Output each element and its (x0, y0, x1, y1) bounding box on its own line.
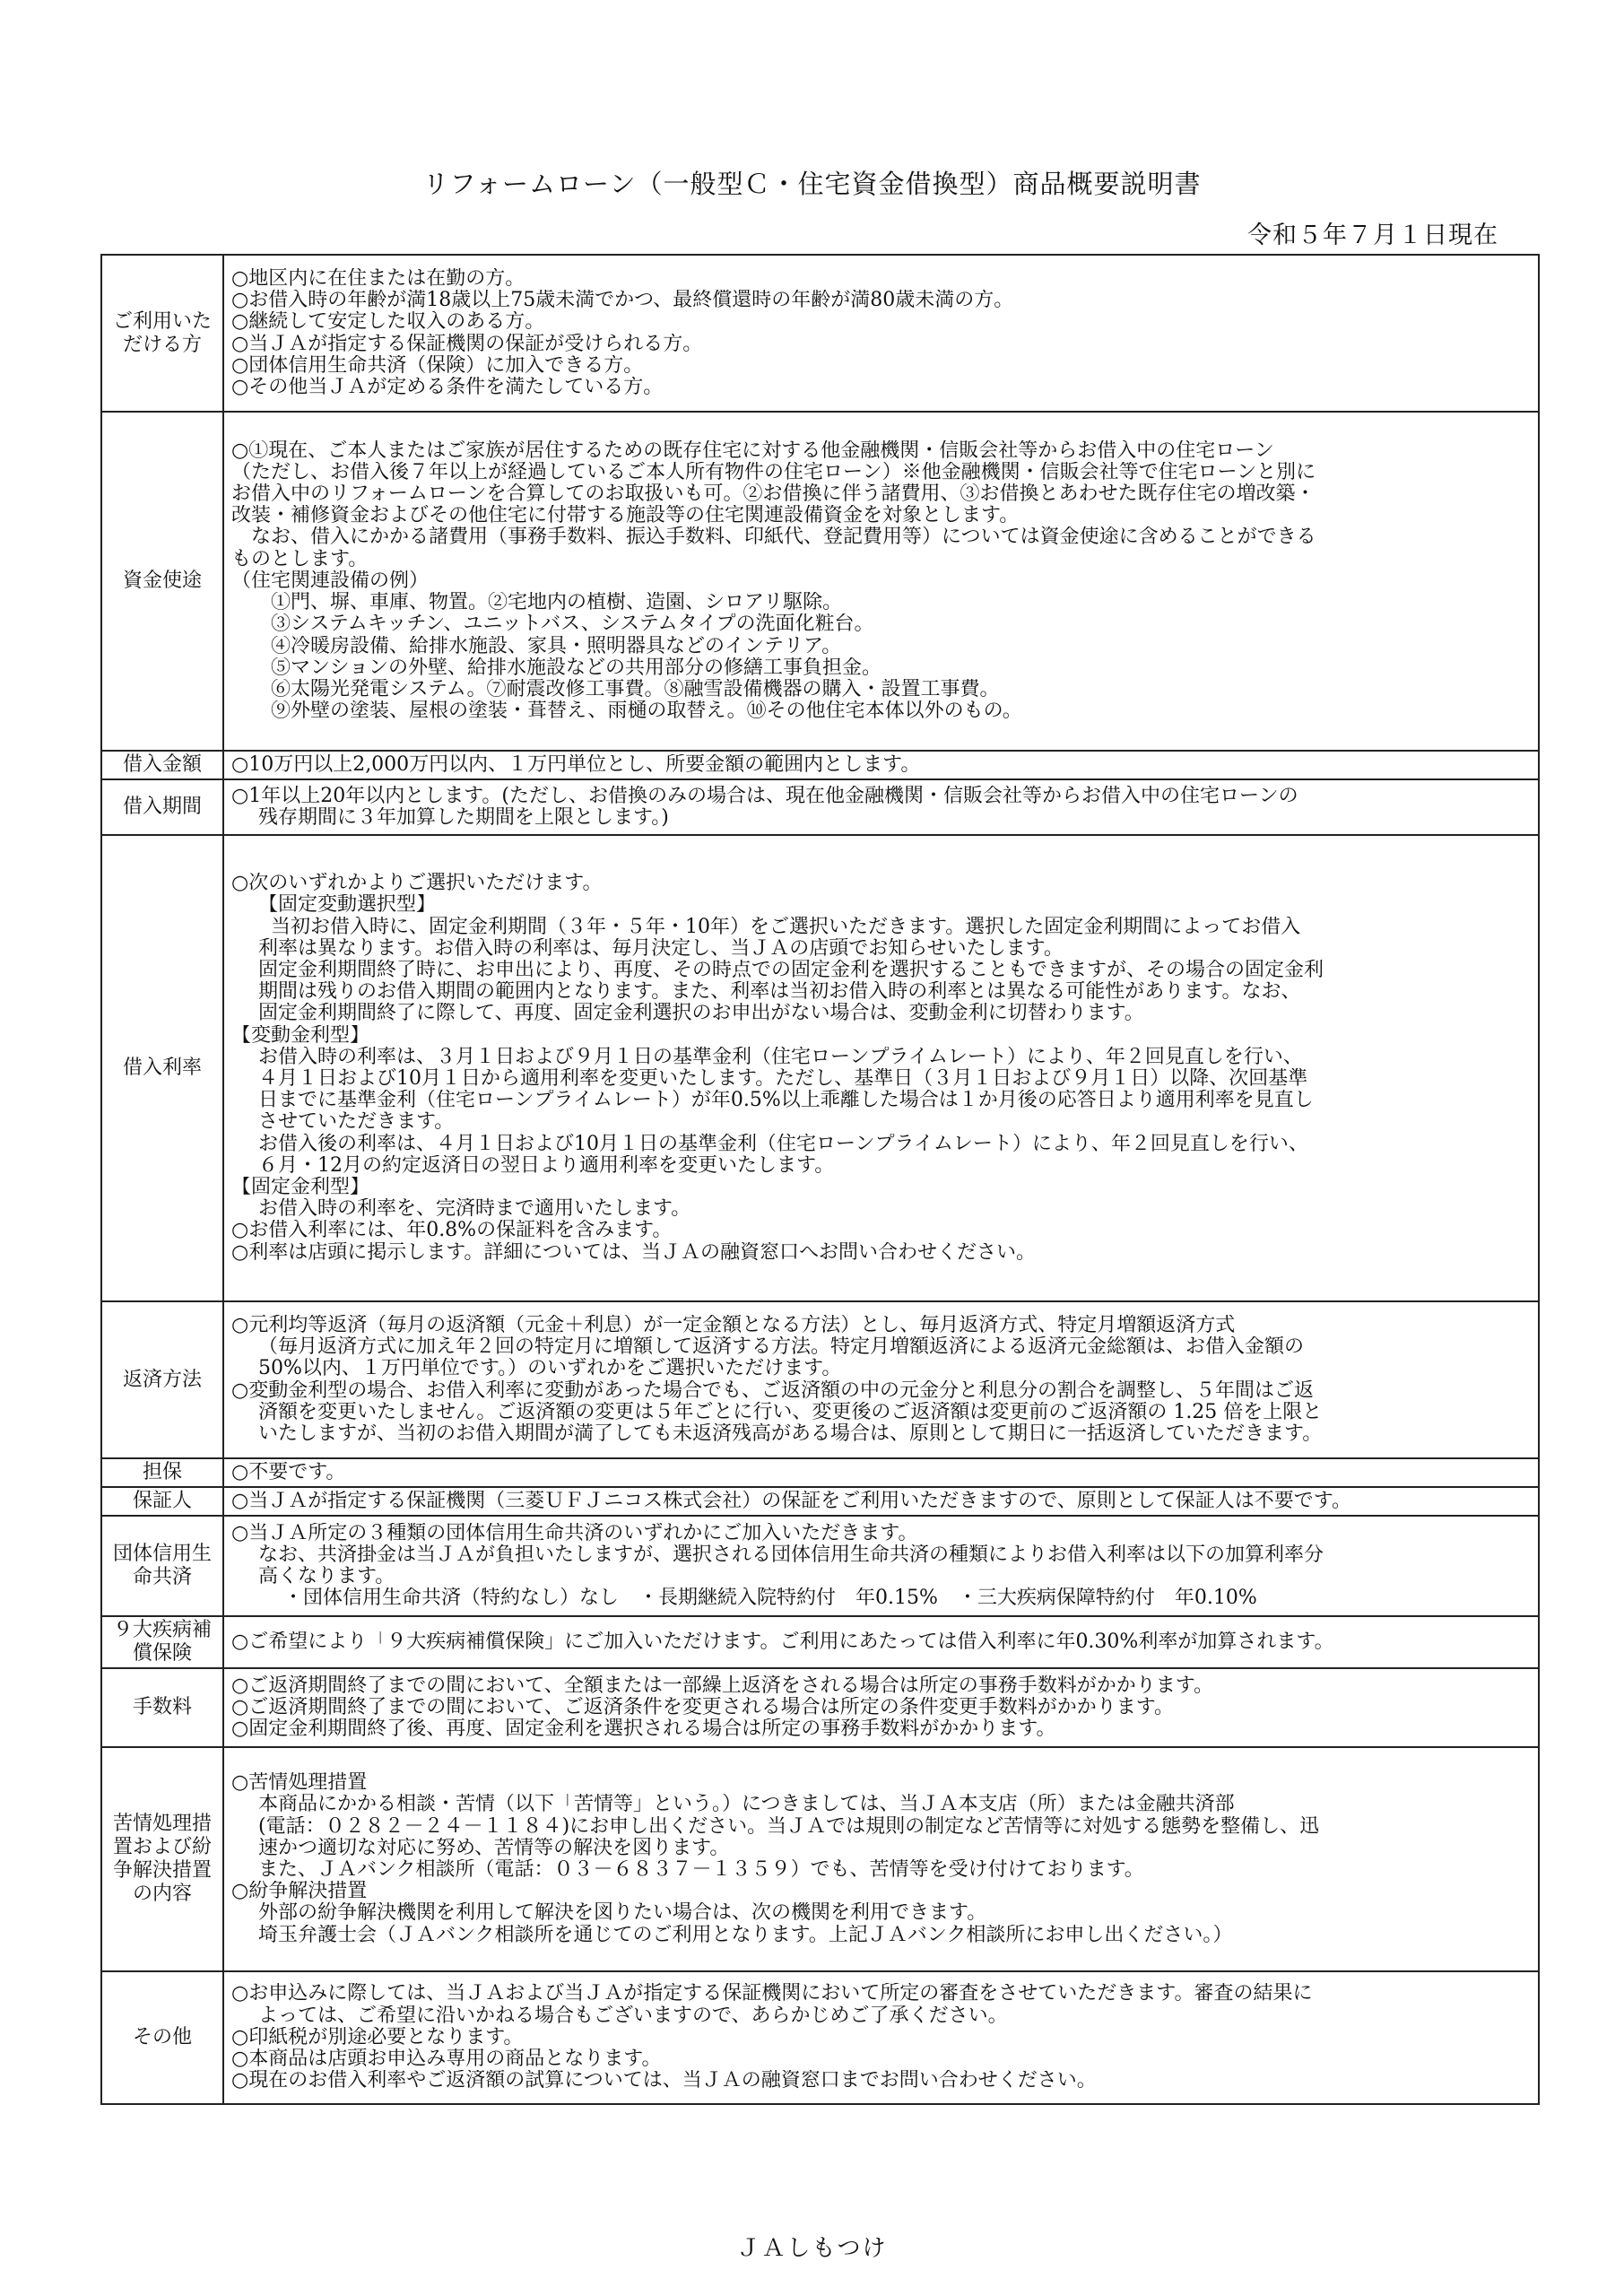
content-line: 外部の紛争解決機関を利用して解決を図りたい場合は、次の機関を利用できます。 (258, 1902, 987, 1925)
content-line: ○本商品は店頭お申込み専用の商品となります。 (231, 2048, 662, 2071)
content-line: 利率は異なります。お借入時の利率は、毎月決定し、当ＪＡの店頭でお知らせいたします。 (258, 937, 1064, 960)
content-line: ○1年以上20年以内とします。(ただし、お借換のみの場合は、現在他金融機関・信販会社等からお借入中の住宅ローンの (231, 785, 1298, 807)
content-line: 50%以内、１万円単位です。）のいずれかをご選択いただけます。 (258, 1358, 842, 1380)
content-line: ①門、塀、車庫、物置。②宅地内の植樹、造園、シロアリ駆除。 (271, 592, 843, 614)
content-line: 残存期間に３年加算した期間を上限とします。) (258, 807, 669, 829)
content-line: 【変動金利型】 (231, 1024, 370, 1047)
content-line: ○当ＪＡが指定する保証機関（三菱ＵＦＪニコス株式会社）の保証をご利用いただきますので、原則として保証人は不要です。 (231, 1490, 1352, 1512)
row-label: ９大疾病補償保険 (101, 1616, 223, 1668)
row-content (223, 1301, 1539, 1458)
row-content (223, 1747, 1539, 1971)
content-line: お借入時の利率を、完済時まで適用いたします。 (258, 1198, 691, 1221)
content-line: ○ご希望により「９大疾病補償保険」にご加入いただけます。ご利用にあたっては借入利率に年0.30%利率が加算されます。 (231, 1631, 1334, 1653)
content-line: (電話：０２８２－２４－１１８４)にお申し出ください。当ＪＡでは規則の制定など苦情等に対処する態勢を整備し、迅 (258, 1815, 1320, 1838)
table-row (101, 255, 1539, 412)
row-label: 手数料 (101, 1668, 223, 1747)
content-line: なお、共済掛金は当ＪＡが負担いたしますが、選択される団体信用生命共済の種類によりお借入利率は以下の加算利率分 (258, 1544, 1324, 1566)
content-line: ○①現在、ご本人またはご家族が居住するための既存住宅に対する他金融機関・信販会社等からお借入中の住宅ローン (231, 439, 1274, 462)
row-label: 借入金額 (101, 751, 223, 779)
row-content (223, 779, 1539, 835)
content-line: ○お申込みに際しては、当ＪＡおよび当ＪＡが指定する保証機関において所定の審査をさせていただきます。審査の結果に (231, 1983, 1313, 2005)
row-label: 担保 (101, 1458, 223, 1487)
content-line: お借入中のリフォームローンを合算してのお取扱いも可。②お借換に伴う諸費用、③お借換とあわせた既存住宅の増改築・ (231, 483, 1316, 506)
row-label: ご利用いただける方 (101, 255, 223, 412)
content-line: （毎月返済方式に加え年２回の特定月に増額して返済する方法。特定月増額返済による返済元金総額は、お借入金額の (258, 1336, 1305, 1359)
row-content (223, 1458, 1539, 1487)
content-line: ○お借入利率には、年0.8%の保証料を含みます。 (231, 1220, 673, 1242)
content-line: 【固定変動選択型】 (258, 894, 437, 917)
row-content (223, 1487, 1539, 1516)
content-line: ○元利均等返済（毎月の返済額（元金＋利息）が一定金額となる方法）とし、毎月返済方式、特定月増額返済方式 (231, 1314, 1236, 1336)
content-line: ○団体信用生命共済（保険）に加入できる方。 (231, 354, 644, 377)
content-line: （住宅関連設備の例） (231, 570, 430, 592)
row-label: 団体信用生命共済 (101, 1516, 223, 1616)
table-row (101, 751, 1539, 779)
row-content (223, 255, 1539, 412)
content-line: ○利率は店頭に掲示します。詳細については、当ＪＡの融資窓口へお問い合わせください。 (231, 1241, 1036, 1264)
table-row (101, 1616, 1539, 1668)
content-line: ○ご返済期間終了までの間において、ご返済条件を変更される場合は所定の条件変更手数料がかかります。 (231, 1696, 1174, 1718)
table-row (101, 1487, 1539, 1516)
content-line: （ただし、お借入後７年以上が経過しているご本人所有物件の住宅ローン）※他金融機関・信販会社等で住宅ローンと別に (231, 461, 1316, 483)
content-line: ○当ＪＡが指定する保証機関の保証が受けられる方。 (231, 333, 703, 355)
content-line: よっては、ご希望に沿いかねる場合もございますので、あらかじめご了承ください。 (258, 2005, 1008, 2027)
content-line: ○お借入時の年齢が満18歳以上75歳未満でかつ、最終償還時の年齢が満80歳未満の方。 (231, 290, 1014, 312)
row-label: 保証人 (101, 1487, 223, 1516)
content-line: 【固定金利型】 (231, 1177, 370, 1199)
content-line: ○次のいずれかよりご選択いただけます。 (231, 873, 603, 895)
row-label: 借入期間 (101, 779, 223, 835)
content-line: ○地区内に在住または在勤の方。 (231, 267, 525, 290)
content-line: また、ＪＡバンク相談所（電話：０３－６８３７－１３５９）でも、苦情等を受け付けております。 (258, 1859, 1144, 1881)
row-content (223, 1668, 1539, 1747)
content-line: ○固定金利期間終了後、再度、固定金利を選択される場合は所定の事務手数料がかかります。 (231, 1718, 1056, 1741)
content-line: 改装・補修資金およびその他住宅に付帯する施設等の住宅関連設備資金を対象とします。 (231, 505, 1020, 527)
content-line: 期間は残りのお借入期間の範囲内となります。また、利率は当初お借入時の利率とは異なる可能性があります。なお、 (258, 981, 1301, 1004)
row-content (223, 835, 1539, 1301)
content-line: ④冷暖房設備、給排水施設、家具・照明器具などのインテリア。 (271, 635, 842, 657)
content-line: ③システムキッチン、ユニットバス、システムタイプの洗面化粧台。 (271, 613, 874, 636)
row-label: その他 (101, 1971, 223, 2104)
content-line: ものとします。 (231, 548, 369, 570)
table-row (101, 1516, 1539, 1616)
row-label: 借入利率 (101, 835, 223, 1301)
content-line: ○継続して安定した収入のある方。 (231, 311, 545, 334)
content-line: ○当ＪＡ所定の３種類の団体信用生命共済のいずれかにご加入いただきます。 (231, 1522, 918, 1544)
content-line: お借入時の利率は、３月１日および９月１日の基準金利（住宅ローンプライムレート）により、年２回見直しを行い、 (258, 1046, 1303, 1068)
table-row (101, 1458, 1539, 1487)
content-line: 済額を変更いたしません。ご返済額の変更は５年ごとに行い、変更後のご返済額は変更前のご返済額の 1.25 倍を上限と (258, 1401, 1323, 1423)
row-content (223, 751, 1539, 779)
content-line: 高くなります。 (258, 1566, 395, 1587)
table-row (101, 835, 1539, 1301)
content-line: ４月１日および10月１日から適用利率を変更いたします。ただし、基準日（３月１日および９月１日）以降、次回基準 (258, 1068, 1308, 1090)
product-spec-table (100, 254, 1540, 2105)
table-row (101, 779, 1539, 835)
row-label: 返済方法 (101, 1301, 223, 1458)
content-line: 固定金利期間終了時に、お申出により、再度、その時点での固定金利を選択することもできますが、その場合の固定金利 (258, 959, 1324, 981)
content-line: 埼玉弁護士会（ＪＡバンク相談所を通じてのご利用となります。上記ＪＡバンク相談所にお申し出ください。） (258, 1924, 1233, 1946)
content-line: ・団体信用生命共済（特約なし）なし ・長期継続入院特約付 年0.15% ・三大疾病保障特約付 年0.10% (283, 1587, 1257, 1610)
content-line: ⑨外壁の塗装、屋根の塗装・葺替え、雨樋の取替え。⑩その他住宅本体以外のもの。 (271, 700, 1022, 723)
content-line: いたしますが、当初のお借入期間が満了しても未返済残高がある場合は、原則として期日に一括返済していただきます。 (258, 1422, 1323, 1445)
content-line: ○現在のお借入利率やご返済額の試算については、当ＪＡの融資窓口までお問い合わせください。 (231, 2070, 1097, 2092)
content-line: ○苦情処理措置 (231, 1772, 368, 1795)
content-line: ○紛争解決措置 (231, 1881, 368, 1903)
content-line: お借入後の利率は、４月１日および10月１日の基準金利（住宅ローンプライムレート）により、年２回見直しを行い、 (258, 1133, 1308, 1155)
content-line: ⑤マンションの外壁、給排水施設などの共用部分の修繕工事負担金。 (271, 657, 882, 679)
document-date: 令和５年７月１日現在 (1247, 222, 1498, 249)
table-row (101, 1301, 1539, 1458)
content-line: ○変動金利型の場合、お借入利率に変動があった場合でも、ご返済額の中の元金分と利息分の割合を調整し、５年間はご返 (231, 1379, 1314, 1402)
content-line: ○その他当ＪＡが定める条件を満たしている方。 (231, 376, 664, 398)
content-line: させていただきます。 (258, 1111, 455, 1134)
content-line: 本商品にかかる相談・苦情（以下「苦情等」という。）につきましては、当ＪＡ本支店（所）または金融共済部 (258, 1794, 1235, 1816)
content-line: なお、借入にかかる諸費用（事務手数料、振込手数料、印紙代、登記費用等）については資金使途に含めることができる (231, 526, 1316, 549)
row-content (223, 412, 1539, 751)
table-row (101, 1971, 1539, 2104)
document-title: リフォームローン（一般型Ｃ・住宅資金借換型）商品概要説明書 (422, 169, 1202, 199)
content-line: ○ご返済期間終了までの間において、全額または一部繰上返済をされる場合は所定の事務手数料がかかります。 (231, 1674, 1213, 1697)
content-line: ○不要です。 (231, 1461, 346, 1483)
content-line: ６月・12月の約定返済日の翌日より適用利率を変更いたします。 (258, 1154, 835, 1177)
row-content (223, 1516, 1539, 1616)
row-label: 苦情処理措置および紛争解決措置の内容 (101, 1747, 223, 1971)
content-line: 速かつ適切な対応に努め、苦情等の解決を図ります。 (258, 1837, 730, 1859)
table-row (101, 412, 1539, 751)
content-line: 日までに基準金利（住宅ローンプライムレート）が年0.5%以上乖離した場合は１か月後の応答日より適用利率を見直し (258, 1090, 1314, 1112)
table-row (101, 1668, 1539, 1747)
content-line: 固定金利期間終了に際して、再度、固定金利選択のお申出がない場合は、変動金利に切替わります。 (258, 1003, 1144, 1025)
document-footer-organization: ＪＡしもつけ (736, 2235, 888, 2262)
content-line: 当初お借入時に、固定金利期間（３年・５年・10年）をご選択いただきます。選択した固定金利期間によってお借入 (271, 916, 1301, 938)
row-content (223, 1971, 1539, 2104)
row-label: 資金使途 (101, 412, 223, 751)
content-line: ○10万円以上2,000万円以内、１万円単位とし、所要金額の範囲内とします。 (231, 753, 921, 776)
row-content (223, 1616, 1539, 1668)
content-line: ⑥太陽光発電システム。⑦耐震改修工事費。⑧融雪設備機器の購入・設置工事費。 (271, 678, 1000, 700)
content-line: ○印紙税が別途必要となります。 (231, 2026, 524, 2048)
table-row (101, 1747, 1539, 1971)
